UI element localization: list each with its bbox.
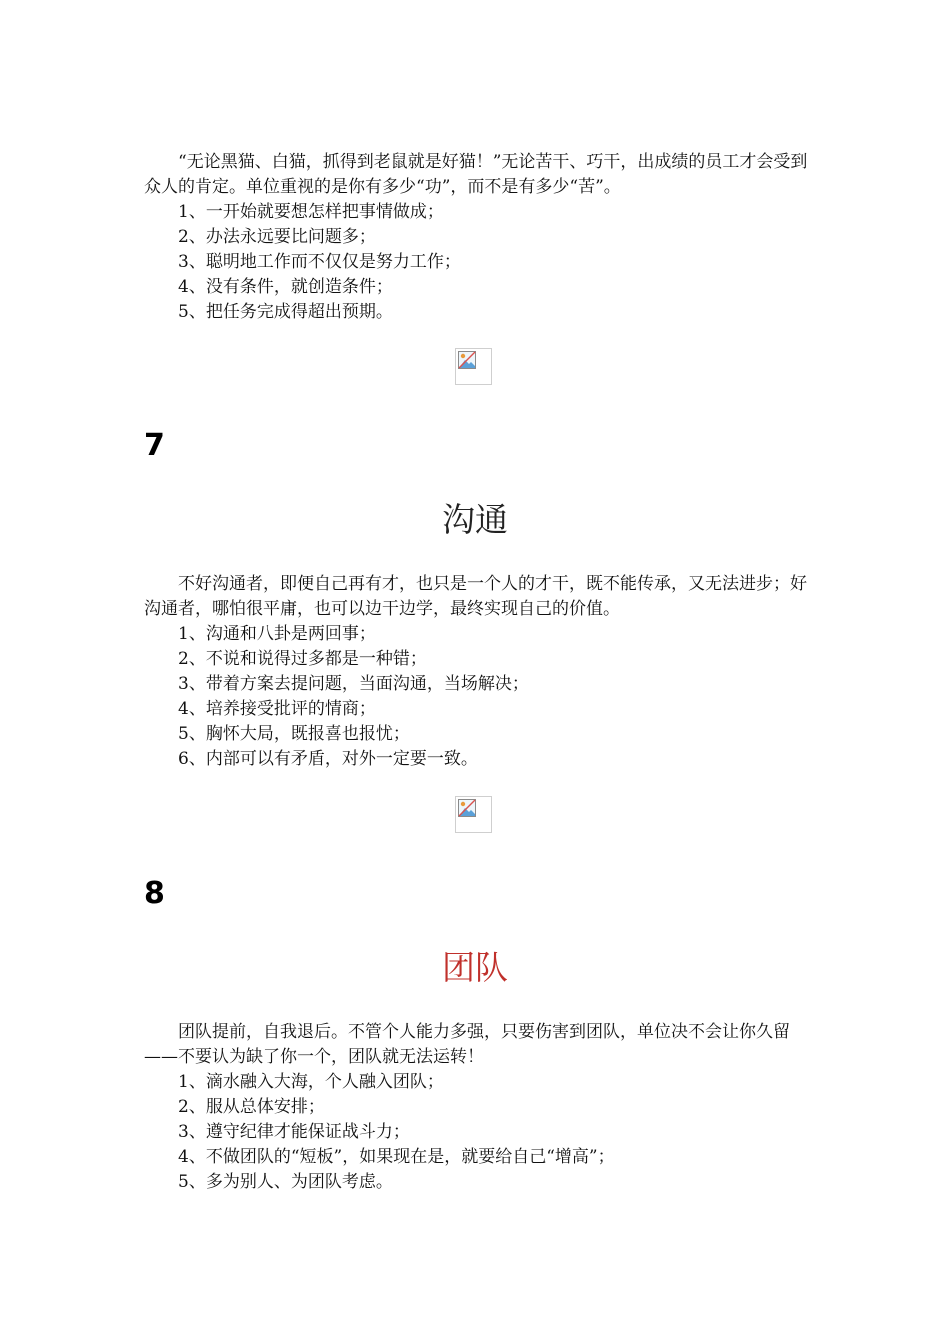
list-item: 4、培养接受批评的情商；	[178, 699, 376, 719]
list-item: 5、胸怀大局，既报喜也报忧；	[178, 724, 410, 744]
list-item: 6、内部可以有矛盾，对外一定要一致。	[178, 749, 478, 769]
list-item: 4、没有条件，就创造条件；	[178, 277, 393, 297]
list-item: 2、不说和说得过多都是一种错；	[178, 649, 427, 669]
list-item: 2、办法永远要比问题多；	[178, 227, 376, 247]
list-item: 5、把任务完成得超出预期。	[178, 302, 393, 322]
list-item: 3、聪明地工作而不仅仅是努力工作；	[178, 252, 461, 272]
section-7-intro: 不好沟通者，即便自己再有才，也只是一个人的才干，既不能传承，又无法进步；好沟通者，哪怕很平庸，也可以边干边学，最终实现自己的价值。	[144, 574, 807, 619]
section-6-body	[144, 150, 809, 325]
image-placeholder	[455, 796, 492, 833]
list-item: 5、多为别人、为团队考虑。	[178, 1172, 393, 1192]
section-8-body	[144, 1020, 809, 1195]
list-item: 1、滴水融入大海，个人融入团队；	[178, 1072, 444, 1092]
section-6-intro: “无论黑猫、白猫，抓得到老鼠就是好猫！”无论苦干、巧干，出成绩的员工才会受到众人的肯定。单位重视的是你有多少“功”，而不是有多少“苦”。	[144, 152, 808, 197]
section-number: 7	[144, 428, 165, 463]
broken-image-icon	[458, 799, 476, 817]
list-item: 1、一开始就要想怎样把事情做成；	[178, 202, 444, 222]
broken-image-icon	[458, 351, 476, 369]
section-title: 沟通	[442, 500, 508, 539]
image-placeholder	[455, 348, 492, 385]
list-item: 1、沟通和八卦是两回事；	[178, 624, 376, 644]
section-number: 8	[144, 876, 165, 911]
section-7-body	[144, 572, 809, 772]
list-item: 4、不做团队的“短板”，如果现在是，就要给自己“增高”；	[178, 1147, 615, 1167]
list-item: 2、服从总体安排；	[178, 1097, 325, 1117]
section-8-intro: 团队提前，自我退后。不管个人能力多强，只要伤害到团队，单位决不会让你久留——不要认为缺了你一个，团队就无法运转！	[144, 1022, 790, 1067]
list-item: 3、遵守纪律才能保证战斗力；	[178, 1122, 410, 1142]
list-item: 3、带着方案去提问题，当面沟通，当场解决；	[178, 674, 529, 694]
section-title: 团队	[442, 948, 508, 987]
